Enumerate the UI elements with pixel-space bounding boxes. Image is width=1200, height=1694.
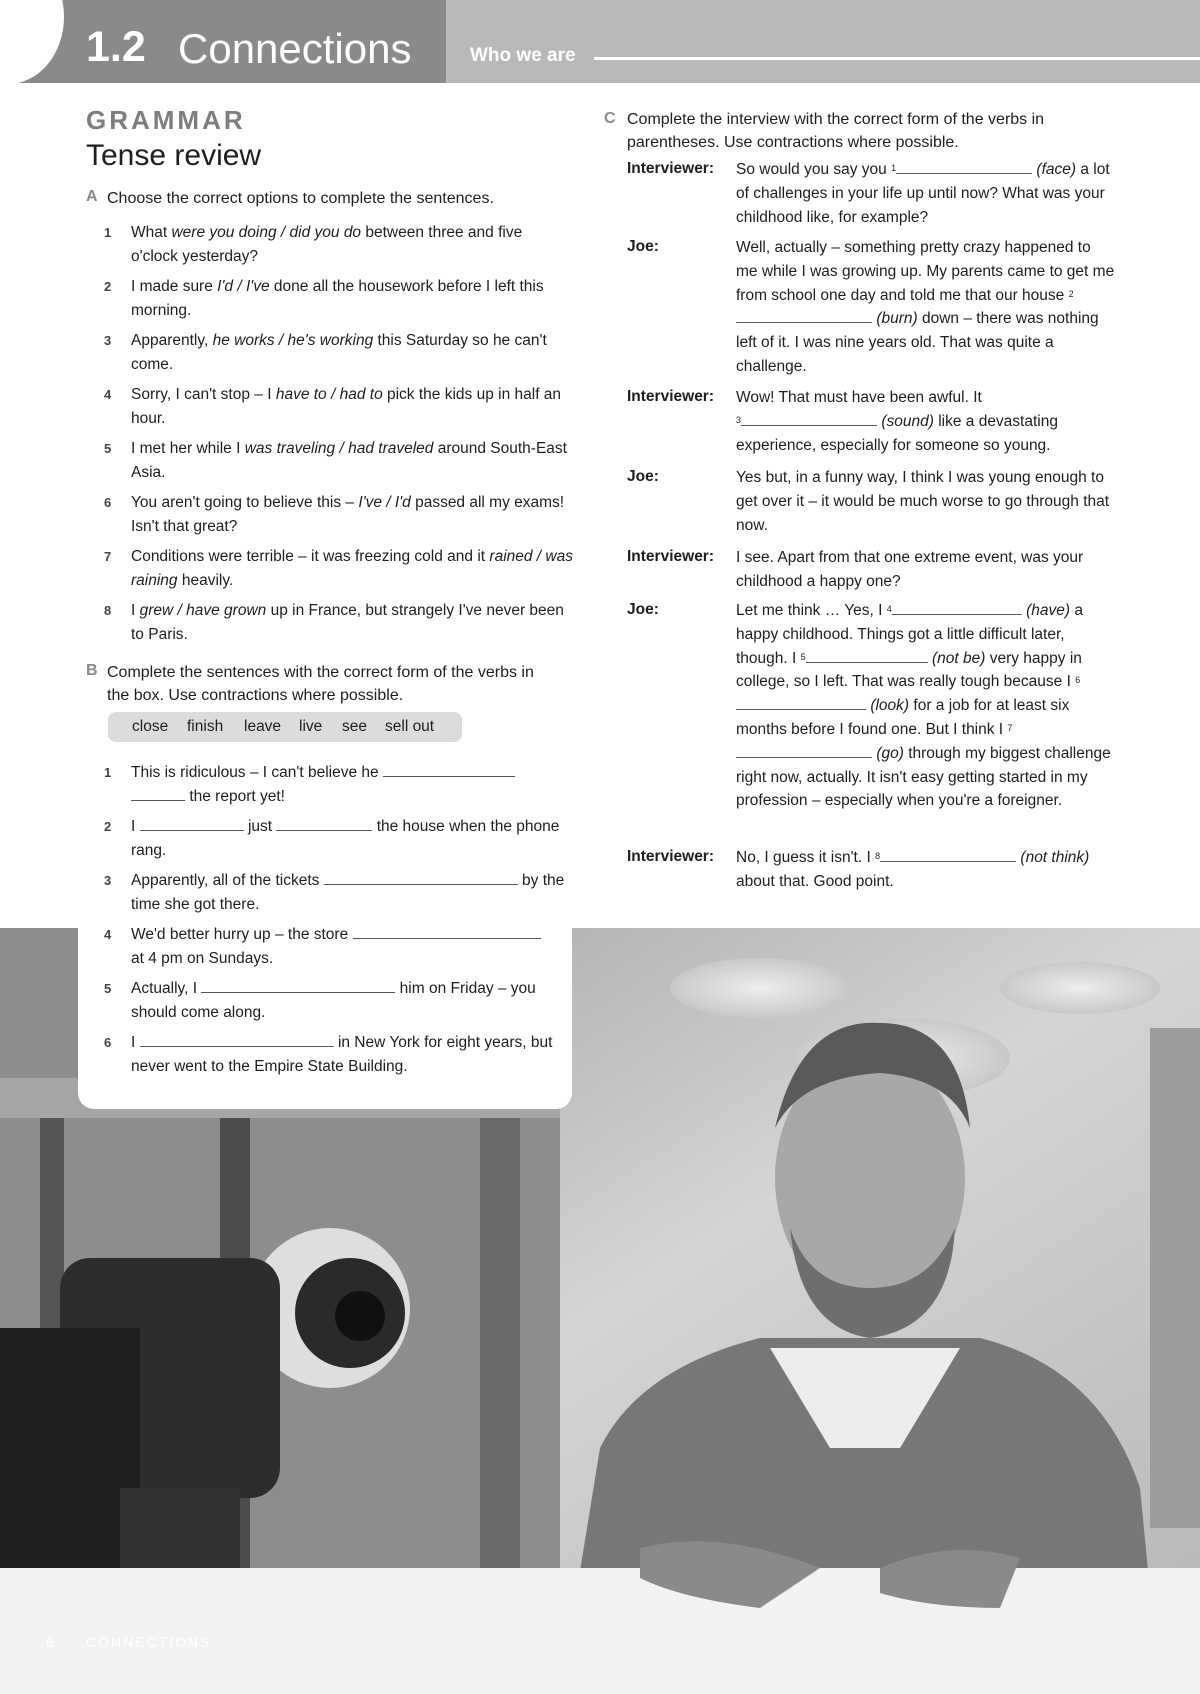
interview-turn-7 [736,846,1116,894]
answer-blank[interactable] [736,743,872,758]
interview-turn-2 [736,236,1116,379]
answer-blank[interactable] [892,600,1022,615]
turn-text: down – there was nothing left of it. I was nine years old. That was quite a challenge. [736,310,1099,375]
answer-blank[interactable] [383,762,515,777]
answer-blank[interactable] [806,648,928,663]
header-band-light [446,0,1200,83]
answer-blank[interactable] [880,847,1016,862]
item-text: Apparently, [131,332,213,349]
turn-text: a happy childhood. Things got a little difficult later, though. I [736,602,1083,667]
item-number: 5 [104,441,112,456]
item-number: 3 [104,873,112,888]
item-text: I [131,818,136,835]
interview-turn-3 [736,386,1116,457]
interview-turn-5 [736,546,1116,594]
speaker-interviewer: Interviewer: [627,160,715,177]
section-title: Who we are [470,45,576,66]
answer-blank[interactable] [896,159,1032,174]
item-number: 2 [104,279,112,294]
item-text: between three and five o'clock yesterday? [131,224,523,265]
item-text: Apparently, all of the tickets [131,872,320,889]
word-finish: finish [187,718,224,735]
item-number: 6 [104,495,112,510]
gap-number: 3 [736,414,742,425]
item-text: Conditions were terrible – it was freezing cold and it [131,548,490,565]
turn-text: for a job for at least six months before I found one. But I think I [736,697,1070,738]
item-text: What [131,224,172,241]
speaker-joe: Joe: [627,238,659,255]
grammar-title: Tense review [86,139,262,172]
item-number: 4 [104,387,112,402]
gap-number: 7 [1007,722,1013,733]
exercise-b-instruction: Complete the sentences with the correct form of the verbs in the box. Use contractions where possible. [107,664,534,704]
grammar-label: GRAMMAR [86,105,246,135]
verb-prompt: (burn) [876,310,918,328]
item-text: You aren't going to believe this – [131,494,359,511]
exercise-a-instruction: Choose the correct options to complete the sentences. [107,190,494,207]
word-live: live [299,718,323,735]
verb-prompt: (look) [870,697,910,715]
option-choice[interactable]: were you doing / did you do [171,224,362,241]
item-text: the report yet! [189,787,285,805]
option-choice[interactable]: was traveling / had traveled [244,440,434,457]
speaker-interviewer: Interviewer: [627,388,715,405]
gap-number: 6 [1075,675,1081,686]
item-text: Actually, I [131,980,198,997]
gap-number: 8 [875,851,881,861]
option-choice[interactable]: I'd / I've [217,278,270,295]
speaker-interviewer: Interviewer: [627,548,715,565]
verb-prompt: (have) [1026,602,1071,619]
unit-number: 1.2 [86,23,146,71]
item-text: We'd better hurry up – the store [131,926,349,943]
interview-turn-4 [736,466,1116,537]
page-number: 6 [46,1634,54,1650]
answer-blank[interactable] [140,1032,334,1047]
verb-prompt: (not think) [1020,849,1090,866]
item-text: pick the kids up in half an hour. [131,386,562,427]
item-text: done all the housework before I left this morning. [131,278,544,319]
item-text: I [131,1034,136,1051]
turn-text: very happy in college, so I left. That was really tough because I [736,649,1082,691]
answer-blank[interactable] [324,870,518,885]
turn-text: about that. Good point. [736,872,894,890]
header-rule [594,57,1200,60]
turn-text: I see. Apart from that one extreme event, was your childhood a happy one? [736,549,1084,590]
gap-number: 5 [800,651,806,662]
item-number: 1 [104,225,112,240]
gap-number: 4 [886,604,892,614]
item-number: 8 [104,603,112,618]
turn-text: a lot of challenges in your life up until now? What was your childhood like, for example? [736,161,1110,226]
item-number: 4 [104,927,112,942]
turn-text: through my biggest challenge right now, actually. It isn't easy getting started in my profession – especially when you're a foreigner. [736,744,1111,810]
turn-text: Well, actually – something pretty crazy happened to me while I was growing up. My parents came to get me from school one day and told me that our house [736,239,1115,304]
turn-text: Wow! That must have been awful. It [736,389,982,406]
answer-blank[interactable] [741,411,877,426]
exercise-b-letter: B [86,662,98,679]
exercise-c-instruction: Complete the interview with the correct form of the verbs in parentheses. Use contractions where possible. [627,111,1045,151]
item-text: Sorry, I can't stop – I [131,386,276,403]
answer-blank[interactable] [140,816,244,831]
item-number: 1 [104,765,112,780]
unit-title: Connections [178,25,412,72]
option-choice[interactable]: he works / he's working [212,332,374,349]
word-leave: leave [244,718,282,735]
item-text: I [131,602,140,619]
item-text: this Saturday so he can't come. [131,332,547,373]
item-text: heavily. [177,571,234,589]
item-number: 6 [104,1035,112,1050]
exercise-a-letter: A [86,188,98,205]
word-box [108,712,462,742]
answer-blank[interactable] [201,978,395,993]
item-text: by the time she got there. [131,872,565,913]
item-text: just [247,818,273,835]
word-see: see [342,718,367,735]
item-text: around South-East Asia. [131,440,567,481]
answer-blank[interactable] [131,786,185,801]
word-close: close [132,718,169,735]
speaker-interviewer: Interviewer: [627,848,715,865]
answer-blank[interactable] [736,308,872,323]
verb-prompt: (face) [1036,161,1077,178]
turn-text: Let me think … Yes, I [736,602,887,619]
answer-blank[interactable] [353,924,541,939]
interview-turn-6 [736,599,1116,813]
item-text: I met her while I [131,440,245,457]
option-choice[interactable]: have to / had to [275,386,383,403]
item-number: 5 [104,981,112,996]
item-text: the house when the phone rang. [131,818,560,859]
item-text: I made sure [131,278,218,295]
verb-prompt: (go) [876,744,904,762]
gap-number: 1 [891,163,897,173]
option-choice[interactable]: I've / I'd [358,494,411,511]
answer-blank[interactable] [276,816,372,831]
item-text: passed all my exams! Isn't that great? [131,494,565,535]
gap-number: 2 [1068,288,1074,299]
exercise-c-letter: C [604,110,616,127]
item-number: 2 [104,819,112,834]
turn-text: Yes but, in a funny way, I think I was young enough to get over it – it would be much worse to go through that now. [736,469,1110,534]
turn-text: No, I guess it isn't. I [736,849,876,866]
item-number: 7 [104,549,112,564]
item-text: This is ridiculous – I can't believe he [131,764,379,781]
interview-turn-1 [736,158,1116,229]
footer-label: CONNECTIONS [86,1634,212,1650]
speaker-joe: Joe: [627,468,659,485]
turn-text: So would you say you [736,161,892,178]
item-text: up in France, but strangely I've never been to Paris. [131,602,564,643]
verb-prompt: (not be) [931,649,986,667]
option-choice[interactable]: rained / was raining [131,548,573,589]
verb-prompt: (sound) [881,412,934,430]
item-text: him on Friday – you should come along. [131,980,536,1021]
option-choice[interactable]: grew / have grown [139,602,267,619]
answer-blank[interactable] [736,695,866,710]
item-number: 3 [104,333,112,348]
word-sell-out: sell out [385,718,435,735]
turn-text: like a devastating experience, especially for someone so young. [736,412,1058,454]
item-text: at 4 pm on Sundays. [131,949,274,967]
speaker-joe: Joe: [627,601,659,618]
item-text: in New York for eight years, but never went to the Empire State Building. [131,1034,553,1075]
